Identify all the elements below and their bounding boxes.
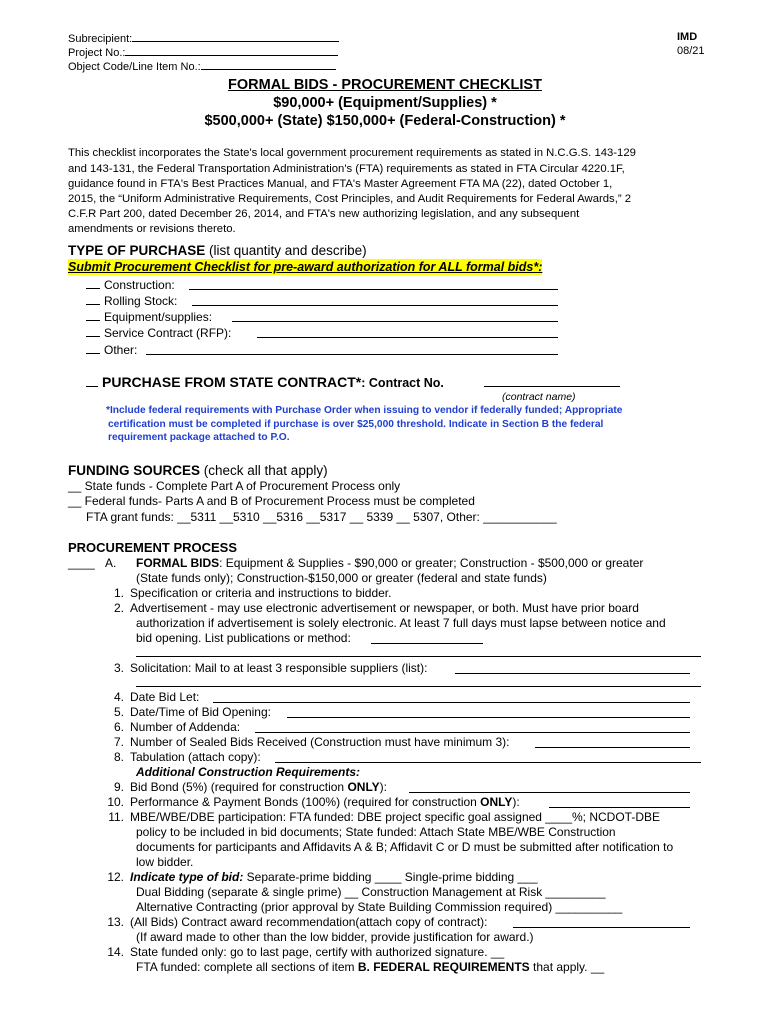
item-text-end: ): (379, 780, 388, 794)
service-contract-field[interactable] (257, 337, 558, 338)
item-number: 6. (113, 720, 124, 734)
purchase-item-rolling-stock[interactable] (86, 293, 177, 309)
state-contract-checkbox[interactable] (86, 375, 98, 387)
item-text[interactable]: State funded only: go to last page, certify with authorized signature. __ (130, 945, 505, 959)
funding-sources-title: FUNDING SOURCES (68, 463, 201, 478)
item-13 (102, 915, 487, 930)
item-7 (102, 735, 510, 750)
funding-sources-heading (68, 463, 328, 479)
item-number: 10. (107, 795, 124, 809)
item-text[interactable]: Separate-prime bidding ____ Single-prime bidding ___ (243, 870, 538, 884)
federal-note-line-2: certification must be completed if purchase is over $25,000 threshold. Indicate in Section B the federal (108, 419, 604, 430)
item-1 (102, 586, 391, 601)
other-field[interactable] (146, 354, 558, 355)
bid-bond-field[interactable] (409, 792, 690, 793)
federal-requirements-ref: B. FEDERAL REQUIREMENTS (357, 960, 530, 974)
intro-line-6: amendments or revisions thereto. (68, 223, 236, 235)
subrecipient-field[interactable] (132, 30, 339, 42)
purchase-item-label: Equipment/supplies: (104, 310, 213, 324)
construction-field[interactable] (189, 289, 558, 290)
section-a-label: A. (105, 556, 117, 570)
item-2-line-2: authorization if advertisement is solely electronic. At least 7 full days must lapse between notice and (136, 616, 666, 630)
purchase-item-other[interactable] (86, 342, 137, 358)
object-code-row (68, 58, 336, 74)
state-contract-row (86, 374, 444, 391)
fta-grant-funds[interactable]: FTA grant funds: __5311 __5310 __5316 __5317 __ 5339 __ 5307, Other: ___________ (86, 510, 557, 524)
item-14 (102, 945, 504, 960)
item-text: MBE/WBE/DBE participation: FTA funded: DBE project specific goal assigned ____%; NCDOT-DBE (130, 810, 661, 824)
item-9 (102, 780, 387, 795)
suppliers-extra-line[interactable] (136, 686, 701, 687)
item-text-end: that apply. __ (529, 960, 605, 974)
purchase-item-label: Rolling Stock: (104, 294, 178, 308)
item-number: 4. (113, 690, 124, 704)
formal-bids-title: FORMAL BIDS (136, 556, 220, 570)
publications-field[interactable] (371, 643, 483, 644)
addenda-field[interactable] (255, 732, 690, 733)
item-emphasis: ONLY (347, 780, 380, 794)
item-14-line-2[interactable] (136, 960, 604, 975)
federal-note-line-3: requirement package attached to P.O. (108, 432, 290, 443)
item-text: Solicitation: Mail to at least 3 responsible suppliers (list): (130, 661, 428, 675)
date-bid-let-field[interactable] (213, 702, 690, 703)
document-title: FORMAL BIDS - PROCUREMENT CHECKLIST (228, 77, 542, 93)
sealed-bids-field[interactable] (535, 747, 690, 748)
item-text: Date Bid Let: (130, 690, 200, 704)
item-text: Number of Addenda: (130, 720, 241, 734)
formal-bids-text: : Equipment & Supplies - $90,000 or greater; Construction - $500,000 or greater (219, 556, 644, 570)
type-of-purchase-heading (68, 243, 367, 259)
publications-extra-line[interactable] (136, 656, 701, 657)
item-text: Performance & Payment Bonds (100%) (required for construction (130, 795, 481, 809)
project-no-label: Project No.: (68, 47, 126, 59)
item-text-end: ): (512, 795, 520, 809)
intro-line-2: and 143-131, the Federal Transportation Administration's (FTA) requirements as stated in FTA Circular 4220.1F, (68, 163, 625, 175)
checkbox-blank[interactable] (86, 309, 100, 321)
state-contract-label: PURCHASE FROM STATE CONTRACT* (102, 374, 362, 390)
funding-state[interactable]: __ State funds - Complete Part A of Procurement Process only (68, 479, 401, 493)
item-number: 12. (107, 870, 124, 884)
project-no-field[interactable] (125, 44, 338, 56)
item-text: Date/Time of Bid Opening: (130, 705, 271, 719)
item-number: 11. (108, 810, 124, 824)
type-of-purchase-title: TYPE OF PURCHASE (68, 243, 206, 258)
title-subline-construction: $500,000+ (State) $150,000+ (Federal-Construction) * (204, 113, 566, 129)
item-text: Advertisement - may use electronic advertisement or newspaper, or both. Must have prior board (130, 601, 639, 615)
item-3 (102, 661, 427, 676)
intro-line-1: This checklist incorporates the State's local government procurement requirements as stated in N.C.G.S. 143-129 (68, 147, 636, 159)
item-number: 9. (113, 780, 124, 794)
federal-note-line-1: *Include federal requirements with Purchase Order when issuing to vendor if federally funded; Appropriate (106, 405, 623, 416)
checkbox-blank[interactable] (86, 293, 100, 305)
item-11-line-2: policy to be included in bid documents; State funded: Attach State MBE/WBE Construction (136, 825, 616, 839)
item-6 (102, 720, 240, 735)
intro-line-3: guidance found in FTA's Best Practices Manual, and FTA's Master Agreement FTA MA (22), dated October 1, (68, 178, 613, 190)
rolling-stock-field[interactable] (192, 305, 558, 306)
purchase-item-construction[interactable] (86, 277, 175, 293)
object-code-label: Object Code/Line Item No.: (68, 61, 201, 73)
intro-line-5: C.F.R Part 200, dated December 26, 2014, and FTA's new authorizing legislation, and any subsequent (68, 208, 580, 220)
item-number: 5. (113, 705, 124, 719)
additional-construction-heading: Additional Construction Requirements: (136, 765, 361, 779)
item-13-line-2: (If award made to other than the low bidder, provide justification for award.) (136, 930, 534, 944)
item-2-line-3: bid opening. List publications or method: (136, 631, 351, 645)
item-4 (102, 690, 199, 705)
equipment-field[interactable] (232, 321, 558, 322)
item-emphasis: ONLY (480, 795, 513, 809)
formal-bids-line-1 (136, 556, 643, 571)
bid-type-label: Indicate type of bid: (130, 870, 244, 884)
purchase-item-label: Other: (104, 343, 138, 357)
item-number: 2. (113, 601, 124, 615)
purchase-item-label: Service Contract (RFP): (104, 326, 232, 340)
contract-name-caption: (contract name) (502, 391, 576, 403)
item-text: Tabulation (attach copy): (130, 750, 261, 764)
imd-label: IMD (677, 31, 698, 43)
purchase-item-label: Construction: (104, 278, 175, 292)
object-code-field[interactable] (201, 58, 336, 70)
item-number: 13. (107, 915, 124, 929)
item-text: FTA funded: complete all sections of item (136, 960, 358, 974)
item-text: Specification or criteria and instructions to bidder. (130, 586, 392, 600)
item-2 (102, 601, 639, 616)
suppliers-field[interactable] (455, 673, 690, 674)
contract-no-label: : Contract No. (361, 376, 444, 390)
title-subline-equipment: $90,000+ (Equipment/Supplies) * (273, 95, 497, 111)
item-8 (102, 750, 261, 765)
item-number: 1. (113, 586, 124, 600)
performance-bonds-field[interactable] (549, 807, 690, 808)
item-5 (102, 705, 271, 720)
subrecipient-label: Subrecipient: (68, 33, 133, 45)
item-12-line-2[interactable]: Dual Bidding (separate & single prime) __ Construction Management at Risk _________ (136, 885, 606, 899)
intro-line-4: 2015, the “Uniform Administrative Requirements, Cost Principles, and Audit Requirements for Federal Awards,” 2 (68, 193, 632, 205)
item-11 (102, 810, 660, 825)
checkbox-blank[interactable] (86, 325, 100, 337)
checkbox-blank[interactable] (86, 277, 100, 289)
funding-federal[interactable]: __ Federal funds- Parts A and B of Procurement Process must be completed (68, 494, 475, 508)
bid-opening-field[interactable] (287, 717, 690, 718)
item-number: 7. (113, 735, 124, 749)
item-number: 14. (107, 945, 124, 959)
item-10 (102, 795, 520, 810)
item-text: (All Bids) Contract award recommendation(attach copy of contract): (130, 915, 488, 929)
item-text: Bid Bond (5%) (required for construction (130, 780, 348, 794)
funding-sources-note: (check all that apply) (200, 463, 328, 478)
item-11-line-3: documents for participants and Affidavits A & B; Affidavit C or D must be submitted after notification to (136, 840, 674, 854)
item-number: 8. (113, 750, 124, 764)
formal-bids-blank[interactable]: ____ (68, 556, 95, 570)
submit-checklist-note: Submit Procurement Checklist for pre-award authorization for ALL formal bids*: (68, 260, 543, 274)
purchase-item-equipment[interactable] (86, 309, 212, 325)
item-11-line-4: low bidder. (136, 855, 194, 869)
item-text: Number of Sealed Bids Received (Construction must have minimum 3): (130, 735, 510, 749)
checkbox-blank[interactable] (86, 342, 100, 354)
item-12 (102, 870, 538, 885)
contract-no-field[interactable] (484, 386, 620, 387)
contract-award-field[interactable] (513, 927, 690, 928)
item-12-line-3[interactable]: Alternative Contracting (prior approval by State Building Commission required) __________ (136, 900, 623, 914)
item-number: 3. (113, 661, 124, 675)
tabulation-field[interactable] (275, 762, 701, 763)
formal-bids-line-2: (State funds only); Construction-$150,000 or greater (federal and state funds) (136, 571, 547, 585)
type-of-purchase-note: (list quantity and describe) (205, 243, 367, 258)
revision-date: 08/21 (677, 45, 705, 57)
purchase-item-service-contract[interactable] (86, 325, 231, 341)
procurement-process-heading: PROCUREMENT PROCESS (68, 540, 238, 555)
